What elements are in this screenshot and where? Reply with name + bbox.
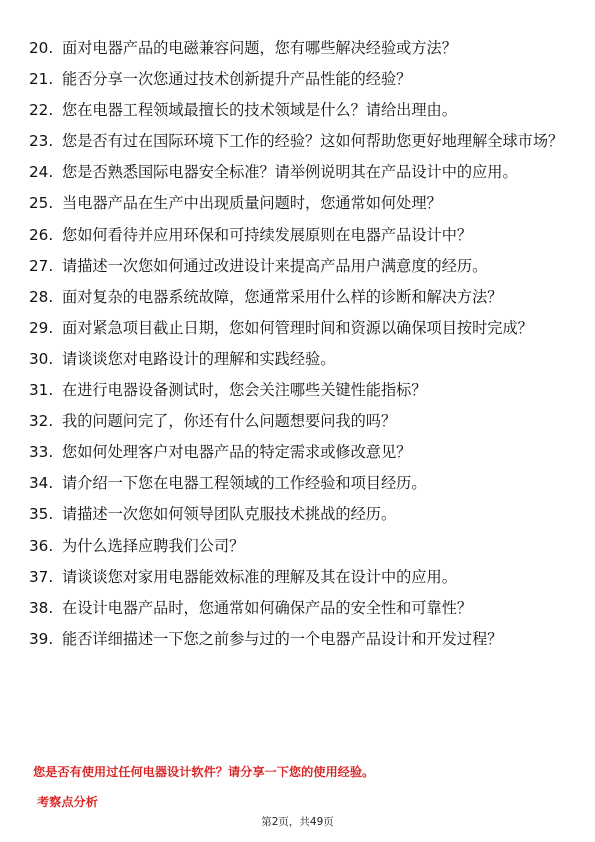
- question-number: 22.: [29, 101, 54, 120]
- question-number: 39.: [29, 629, 54, 648]
- question-number: 30.: [29, 349, 54, 368]
- question-item: [29, 502, 574, 526]
- question-number: 32.: [29, 412, 54, 431]
- page-number: 第2页，共49页: [261, 816, 334, 828]
- question-number: 37.: [29, 567, 54, 586]
- question-text: 您在电器工程领域最擅长的技术领域是什么？请给出理由。: [62, 101, 457, 120]
- question-text: 请描述一次您如何通过改进设计来提高产品用户满意度的经历。: [62, 256, 488, 275]
- question-item: [29, 129, 574, 153]
- question-item: [29, 316, 574, 340]
- question-item: [29, 534, 574, 558]
- question-item: [29, 285, 574, 309]
- question-item: [29, 223, 574, 247]
- question-item: [29, 36, 574, 60]
- question-number: 38.: [29, 598, 54, 617]
- question-number: 21.: [29, 70, 54, 89]
- question-text: 能否详细描述一下您之前参与过的一个电器产品设计和开发过程？: [62, 629, 503, 648]
- question-item: [29, 565, 574, 589]
- question-item: [29, 378, 574, 402]
- question-item: [29, 191, 574, 215]
- question-text: 您如何处理客户对电器产品的特定需求或修改意见？: [62, 443, 412, 462]
- question-text: 请谈谈您对电路设计的理解和实践经验。: [62, 349, 336, 368]
- question-item: [29, 160, 574, 184]
- question-item: [29, 254, 574, 278]
- question-number: 33.: [29, 443, 54, 462]
- question-text: 面对复杂的电器系统故障，您通常采用什么样的诊断和解决方法？: [62, 287, 503, 306]
- question-text: 面对紧急项目截止日期，您如何管理时间和资源以确保项目按时完成？: [62, 318, 533, 337]
- question-item: [29, 347, 574, 371]
- question-text: 您是否熟悉国际电器安全标准？请举例说明其在产品设计中的应用。: [62, 163, 518, 182]
- question-item: [29, 627, 574, 651]
- question-item: [29, 471, 574, 495]
- question-text: 请介绍一下您在电器工程领域的工作经验和项目经历。: [62, 474, 427, 493]
- question-item: [29, 98, 574, 122]
- question-text: 当电器产品在生产中出现质量问题时，您通常如何处理？: [62, 194, 442, 213]
- question-text: 我的问题问完了，你还有什么问题想要问我的吗？: [62, 412, 397, 431]
- question-item: [29, 440, 574, 464]
- question-item: [29, 67, 574, 91]
- question-number: 35.: [29, 505, 54, 524]
- question-text: 请谈谈您对家用电器能效标准的理解及其在设计中的应用。: [62, 567, 457, 586]
- question-number: 29.: [29, 318, 54, 337]
- question-number: 24.: [29, 163, 54, 182]
- question-text: 能否分享一次您通过技术创新提升产品性能的经验？: [62, 70, 412, 89]
- question-number: 27.: [29, 256, 54, 275]
- question-text: 在进行电器设备测试时，您会关注哪些关键性能指标？: [62, 381, 427, 400]
- question-number: 25.: [29, 194, 54, 213]
- question-number: 28.: [29, 287, 54, 306]
- question-item: [29, 596, 574, 620]
- question-text: 为什么选择应聘我们公司？: [62, 536, 245, 555]
- question-list: [29, 36, 574, 658]
- question-text: 您如何看待并应用环保和可持续发展原则在电器产品设计中？: [62, 225, 473, 244]
- question-number: 23.: [29, 132, 54, 151]
- question-text: 您是否有过在国际环境下工作的经验？这如何帮助您更好地理解全球市场？: [62, 132, 564, 151]
- question-number: 34.: [29, 474, 54, 493]
- question-text: 请描述一次您如何领导团队克服技术挑战的经历。: [62, 505, 397, 524]
- section-heading: 考察点分析: [37, 795, 98, 809]
- question-text: 在设计电器产品时，您通常如何确保产品的安全性和可靠性？: [62, 598, 473, 617]
- question-number: 20.: [29, 39, 54, 57]
- question-item: [29, 409, 574, 433]
- question-number: 26.: [29, 225, 54, 244]
- question-number: 31.: [29, 381, 54, 400]
- question-text: 面对电器产品的电磁兼容问题，您有哪些解决经验或方法？: [62, 39, 457, 57]
- question-number: 36.: [29, 536, 54, 555]
- highlighted-question: 您是否有使用过任何电器设计软件？请分享一下您的使用经验。: [33, 765, 375, 779]
